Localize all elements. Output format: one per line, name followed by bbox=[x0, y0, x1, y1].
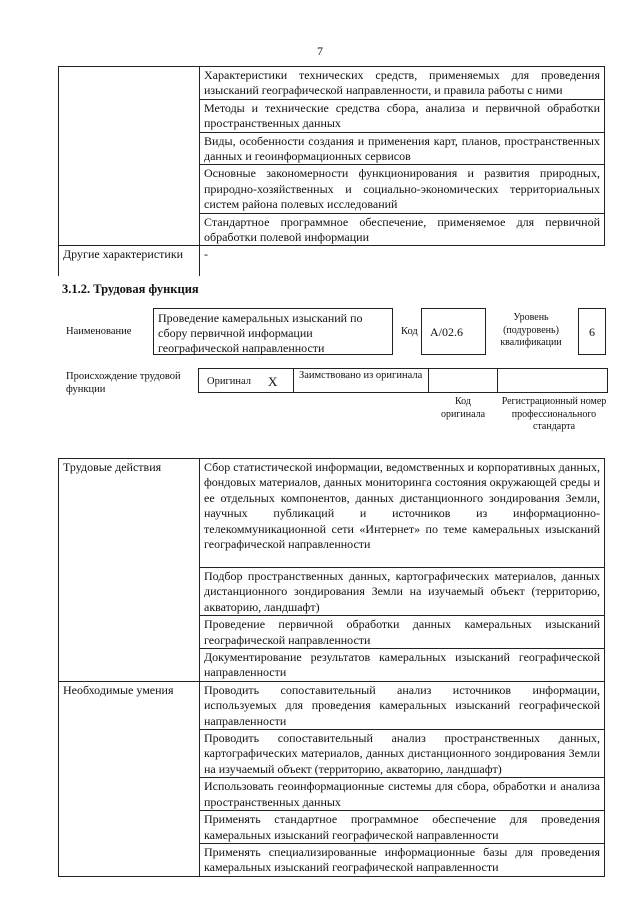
original-mark: X bbox=[268, 374, 278, 389]
row-label-cell bbox=[59, 67, 200, 246]
labor-action-item: Проведение первичной обработки данных камеральных изысканий географической направленности bbox=[200, 616, 605, 649]
labor-function-table bbox=[58, 458, 605, 877]
table-row bbox=[59, 67, 605, 100]
knowledge-item: Основные закономерности функционирования и развития природных, природно-хозяйственных и социально-экономических территориальных систем района полевых исследований bbox=[200, 165, 605, 213]
original-label: Оригинал bbox=[207, 376, 251, 387]
section-heading: 3.1.2. Трудовая функция bbox=[62, 282, 199, 296]
skill-item: Применять стандартное программное обеспечение для проведения камеральных изысканий географической направленности bbox=[200, 811, 605, 844]
labor-action-item: Документирование результатов камеральных изысканий географической направленности bbox=[200, 649, 605, 682]
skill-item: Применять специализированные информационные базы для проведения камеральных изысканий географической направленности bbox=[200, 843, 605, 876]
knowledge-item: Стандартное программное обеспечение, применяемое для первичной обработки полевой информации bbox=[200, 213, 605, 246]
level-value: 6 bbox=[589, 325, 595, 339]
borrowed-label: Заимствовано из оригинала bbox=[299, 370, 423, 381]
knowledge-item: Виды, особенности создания и применения карт, планов, пространственных данных и геоинформационных сервисов bbox=[200, 132, 605, 165]
code-label: Код bbox=[401, 326, 418, 337]
function-name-value: Проведение камеральных изысканий по сбору первичной информации географической направленности bbox=[158, 311, 363, 355]
origin-divider-1 bbox=[293, 368, 294, 393]
origin-label: Происхождение трудовой функции bbox=[66, 371, 181, 395]
skill-item: Проводить сопоставительный анализ источников информации, используемых для проведения камеральных изысканий географической направленности bbox=[200, 681, 605, 729]
skill-item: Проводить сопоставительный анализ пространственных данных, картографических материалов, данных дистанционного зондирования Земли на изучаемый объект (территорию, акваторию, ландшафт) bbox=[200, 730, 605, 778]
other-characteristics-label: Другие характеристики bbox=[59, 246, 200, 277]
page-number: 7 bbox=[317, 44, 323, 58]
origin-divider-3 bbox=[497, 368, 498, 393]
table-row bbox=[59, 246, 605, 277]
function-name-box bbox=[153, 308, 393, 355]
level-label: Уровень (подуровень) квалификации bbox=[500, 312, 562, 348]
level-box bbox=[578, 308, 606, 355]
labor-action-item: Подбор пространственных данных, картографических материалов, данных дистанционного зондирования Земли на изучаемый объект (территорию, акваторию, ландшафт) bbox=[200, 568, 605, 616]
origin-divider-2 bbox=[428, 368, 429, 393]
table-row bbox=[59, 681, 605, 729]
knowledge-item: Методы и технические средства сбора, анализа и первичной обработки пространственных данных bbox=[200, 99, 605, 132]
other-characteristics-value: - bbox=[200, 246, 605, 277]
group-label: Необходимые умения bbox=[59, 681, 200, 876]
code-box bbox=[421, 308, 486, 355]
reg-number-caption: Регистрационный номер профессионального стандарта bbox=[501, 396, 607, 432]
knowledge-item: Характеристики технических средств, применяемых для проведения изысканий географической направленности, и правила работы с ними bbox=[200, 67, 605, 100]
labor-action-item: Сбор статистической информации, ведомственных и корпоративных данных, фондовых материалов, данных мониторинга состояния окружающей среды и ее отдельных компонентов, данных дистанционного зондирования Земли, научных публикаций и источников из информационно-телекоммуникационной сети «Интернет» по теме камеральных изысканий географической направленности bbox=[200, 459, 605, 568]
group-label: Трудовые действия bbox=[59, 459, 200, 682]
skill-item: Использовать геоинформационные системы для сбора, обработки и анализа пространственных данных bbox=[200, 778, 605, 811]
knowledge-table bbox=[58, 66, 605, 276]
code-value: А/02.6 bbox=[430, 325, 463, 339]
table-row bbox=[59, 459, 605, 568]
name-label: Наименование bbox=[66, 326, 132, 337]
code-caption: Код оригинала bbox=[440, 396, 486, 420]
